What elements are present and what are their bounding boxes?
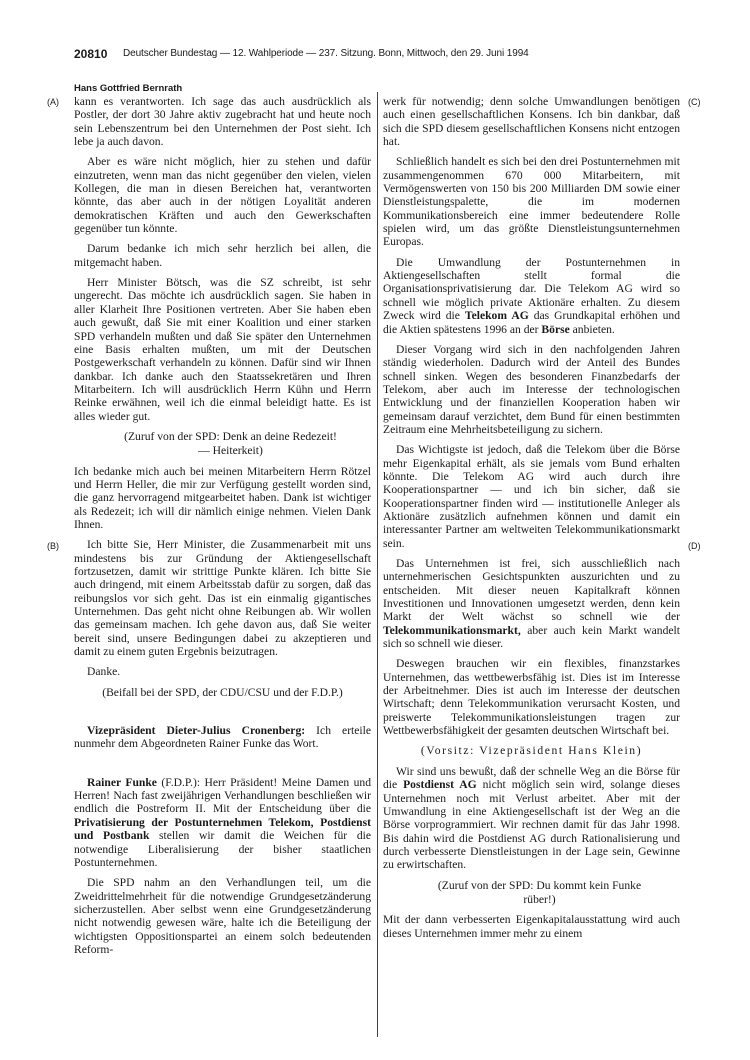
emphasis: Postdienst AG [403,778,477,792]
margin-marker-d: (D) [688,541,701,551]
paragraph: Herr Minister Bötsch, was die SZ schreibt, ist sehr ungerecht. Das möchte ich ausdrücklich sagen. Sie haben in aller Klarheit Ihre Positionen vertreten. Aber Sie haben eben auch gewußt, daß Sie mit einer Koalition und einer starken SPD verhandeln mußten und daß Sie später den Unternehmen eine Basis erhalten mußten, um mit der Deutschen Postgewerkschaft verhandeln zu können. Dafür sind wir Ihnen dankbar. Ich danke auch den Staatssekretären und Ihren Mitarbeitern. Ich will ausdrücklich Herrn Kühn und Herrn Reinke erwähnen, weil ich die einmal beleidigt hatte. Es ist alles wieder gut. [74,276,371,423]
paragraph: Aber es wäre nicht möglich, hier zu stehen und dafür einzutreten, wenn man das nicht gegenüber den vielen, vielen Kollegen, die man in diesen Bereichen hat, verantworten könnte, das aber auch in der nötigen Loyalität anderen demokratischen Kräften und auch den Gewerkschaften gegenüber tun könnte. [74,155,371,236]
paragraph: Schließlich handelt es sich bei den drei Postunternehmen mit zusammengenommen 670 000 Mitarbeitern, mit Vermögenswerten von 150 bis 200 Milliarden DM sowie einer Dienstleistungspalette, die im modernen Kommunikationsbereich eine immer bedeutendere Rolle spielen wird, um das größte Dienstleistungsunternehmen Europas. [383,155,680,249]
paragraph: Die SPD nahm an den Verhandlungen teil, um die Zweidrittelmehrheit für die notwendige Grundgesetzänderung sicherzustellen. Aber selbst wenn eine Grundgesetzänderung nicht notwendig gewesen wäre, halte ich die Beteiligung der wichtigsten Oppositionspartei an einem solch bedeutenden Reform- [74,876,371,956]
running-header [74,47,714,63]
speaker-text: Ich erteile nunmehr dem Abgeordneten Rainer Funke das Wort. [74,724,372,751]
page-number: 20810 [74,47,108,61]
running-head: Deutscher Bundestag — 12. Wahlperiode — 237. Sitzung. Bonn, Mittwoch, den 29. Juni 1994 [123,48,529,59]
speaker-name: Rainer Funke [87,775,157,789]
paragraph: Wir sind uns bewußt, daß der schnelle Weg an die Börse für die Postdienst AG nicht möglich sein wird, solange dieses Unternehmen noch mit Verlust arbeitet. Aber mit der Umwandlung in eine Aktiengesellschaft ist der Weg an die Börse vorprogrammiert. Wir rechnen damit für das Jahr 1998. Bis dahin wird die Postdienst AG durch Rationalisierung und durch verbesserte Dienstleistungen in der Lage sein, Gewinne zu erwirtschaften. [383,764,680,872]
column-divider [377,92,378,1037]
paragraph: Danke. [87,665,121,679]
chair-note: (Vorsitz: Vizepräsident Hans Klein) [420,744,643,758]
interjection: (Beifall bei der SPD, der CDU/CSU und der F.D.P.) [102,685,343,699]
paragraph: werk für notwendig; denn solche Umwandlungen benötigen auch einen gesellschaftlichen Konsens. Ich bin dankbar, daß sich die SPD diesem gesellschaftlichen Konsens nicht entzogen hat. [383,95,680,149]
emphasis: Börse [541,322,570,336]
paragraph: Dieser Vorgang wird sich in den nachfolgenden Jahren ständig wiederholen. Dadurch wird der Anteil des Bundes schnell sinken. Wegen des besonderen Finanzbedarfs der Telekom, aber auch im Interesse der technologischen Entwicklung und der finanziellen Kooperation haben wir gemeinsam darauf verzichtet, dem Bund für einen bestimmten Zeitraum eine Mehrheitsbeteiligung zu sichern. [383,342,680,436]
right-column [383,95,680,947]
paragraph: Deswegen brauchen wir ein flexibles, finanzstarkes Unternehmen, das wettbewerbsfähig ist. Dies ist im Interesse der Arbeitnehmer. Dies ist auch im Interesse der deutschen Wirtschaft; denn Telekommunikation verursacht Kosten, und preiswerte Telekommunikationsleistungen tragen zur Wettbewerbsfähigkeit der gesamten deutschen Wirtschaft bei. [383,657,680,738]
paragraph: Mit der dann verbesserten Eigenkapitalausstattung wird auch dieses Unternehmen immer mehr zu einem [383,913,680,940]
paragraph: Ich bedanke mich auch bei meinen Mitarbeitern Herrn Rötzel und Herrn Heller, die mir zur Verfügung gestellt worden sind, die ganz hervorragend mitgearbeitet haben. Dank ist wichtiger als Redezeit; ich will dir nämlich einige nehmen. Vielen Dank Ihnen. [74,464,371,531]
paragraph: Das Wichtigste ist jedoch, daß die Telekom über die Börse mehr Eigenkapital erhält, als sie jemals vom Bund erhalten könnte. Die Telekom AG wird auch durch ihre Kooperationspartner — und ich bin sicher, daß sie Kooperationspartner finden wird — institutionelle Anleger als Aktionäre zusätzlich aufnehmen können und damit ein interessanter Partner am weltweiten Telekommunikationsmarkt sein. [383,443,680,550]
interjection: rüber!) [523,892,556,906]
emphasis: Telekom AG [464,309,529,323]
paragraph: Das Unternehmen ist frei, sich ausschließlich nach unternehmerischen Gesichtspunkten auszurichten und zu entscheiden. Mit dieser neuen Kapitalkraft können Investitionen und Innovationen umgesetzt werden, denn kein Markt der Welt wächst so schnell wie der Telekommunikationsmarkt, aber auch kein Markt wandelt sich so schnell wie dieser. [383,557,680,651]
margin-marker-b: (B) [47,541,59,551]
emphasis: Telekommunikationsmarkt, [383,623,521,637]
speaker-turn: Rainer Funke (F.D.P.): Herr Präsident! Meine Damen und Herren! Nach fast zweijährigen Verhandlungen beschließen wir endlich die Postreform II. Mit der Entscheidung über die Privatisierung der Postunternehmen Telekom, Postdienst und Postbank stellen wir damit die Weichen für die notwendige Liberalisierung der bisher staatlichen Postunternehmen. [74,775,371,869]
interjection: — Heiterkeit) [198,444,263,458]
paragraph: Darum bedanke ich mich sehr herzlich bei allen, die mitgemacht haben. [74,242,371,269]
interjection: (Zuruf von der SPD: Du kommt kein Funke [437,878,642,892]
emphasis: Privatisierung der Postunternehmen Telekom, Postdienst und Postbank [74,815,371,843]
interjection: (Zuruf von der SPD: Denk an deine Redezeit! [124,429,337,443]
paragraph: kann es verantworten. Ich sage das auch ausdrücklich als Postler, der dort 30 Jahre aktiv zugebracht hat und heute noch sein Lebenszentrum bei den Unternehmen der Post sieht. Ich lebe ja auch davon. [74,95,371,149]
paragraph: Ich bitte Sie, Herr Minister, die Zusammenarbeit mit uns mindestens bis zur Gründung der Aktiengesellschaft fortzusetzen, damit wir strittige Punkte klären. Ich bitte Sie auch dringend, mit einem Arbeitsstab dafür zu sorgen, daß das reibungslos vor sich geht. Das ist ein einmalig gigantisches Unternehmen. Das geht nicht ohne Reibungen ab. Wir wollen das gemeinsam machen. Ich gehe davon aus, daß Sie weiter bereit sind, unsere Bedingungen dabei zu akzeptieren und damit zu einem guten Ergebnis beizutragen. [74,538,371,659]
section-gap [74,758,371,776]
speaker-name: Vizepräsident Dieter-Julius Cronenberg: [87,724,306,738]
speaker-heading: Hans Gottfried Bernrath [74,83,183,94]
section-gap [74,706,371,724]
margin-marker-c: (C) [688,97,701,107]
left-column [74,95,371,963]
speaker-turn [74,724,371,751]
margin-marker-a: (A) [47,97,59,107]
paragraph: Die Umwandlung der Postunternehmen in Aktiengesellschaften stellt formal die Organisationsprivatisierung dar. Die Telekom AG wird so schnell wie möglich private Aktionäre erhalten. Zu diesem Zweck wird die Telekom AG das Grundkapital erhöhen und die Aktien spätestens 1996 an der Börse anbieten. [383,255,681,336]
